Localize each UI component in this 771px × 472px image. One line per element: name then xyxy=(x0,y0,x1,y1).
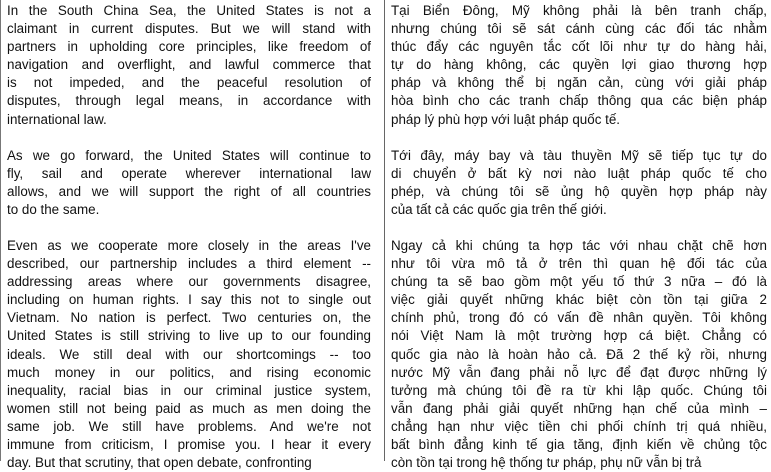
text-line: to do the same. xyxy=(7,202,100,218)
text-line: thúc đẩy các nguyên tắc cốt lõi như tự do hàng hải, xyxy=(391,39,767,55)
text-line: allows, and we will support the right of all countries xyxy=(7,184,371,200)
text-line: women still not being paid as much as men doing the xyxy=(7,400,371,416)
text-line: của tất cả các quốc gia trên thế giới. xyxy=(391,202,607,218)
text-line: addressing areas where our governments disagree, xyxy=(7,274,371,290)
text-line: As we go forward, the United States will continue to xyxy=(7,148,371,163)
text-line: claimant in current disputes. But we will stand with xyxy=(7,21,371,37)
text-line: navigation and overflight, and lawful commerce that xyxy=(7,57,371,73)
text-line: bất bình đẳng kinh tế gia tăng, định kiến về chủng tộc xyxy=(391,437,767,453)
text-line: is not impeded, and the peaceful resolution of xyxy=(7,75,371,91)
english-paragraph-human-rights xyxy=(7,237,371,472)
text-line: Tới đây, máy bay và tàu thuyền Mỹ sẽ tiếp tục tự do xyxy=(391,148,767,163)
text-line: Tại Biển Đông, Mỹ không phải là bên tranh chấp, xyxy=(391,3,767,18)
vietnamese-paragraph-human-rights xyxy=(391,237,767,472)
text-line: international law. xyxy=(7,111,107,127)
text-line: much money in our politics, and rising economic xyxy=(7,364,371,380)
text-line: Ngay cả khi chúng ta hợp tác với nhau chặt chẽ hơn xyxy=(391,238,767,253)
english-column xyxy=(0,0,380,471)
text-line: phép, và chúng tôi sẽ ủng hộ quyền hợp pháp này xyxy=(391,184,767,200)
text-line: chẳng hạn như việc tiền chi phối chính trị quá nhiều, xyxy=(391,418,767,434)
text-line: di chuyển ở bất kỳ nơi nào luật pháp quốc tế cho xyxy=(391,166,767,182)
text-line: partners in upholding core principles, like freedom of xyxy=(7,39,371,55)
english-paragraph-south-china-sea xyxy=(7,2,371,129)
text-line: including on human rights. I say this not to single out xyxy=(7,292,371,308)
text-line: disputes, through legal means, in accordance with xyxy=(7,93,371,109)
text-line: pháp lý phù hợp với luật pháp quốc tế. xyxy=(391,111,620,127)
text-line: như tôi vừa mô tả ở trên thì quan hệ đối tác của xyxy=(391,256,767,272)
text-line: day. But that scrutiny, that open debate, confronting xyxy=(7,455,312,471)
text-line: Vietnam. No nation is perfect. Two centuries on, the xyxy=(7,310,371,326)
text-line: chúng ta sẽ bao gồm một yếu tố thứ 3 nữa – đó là xyxy=(391,274,767,290)
text-line: nhưng chúng tôi sẽ sát cánh cùng các đối tác nhằm xyxy=(391,21,767,37)
text-line: Even as we cooperate more closely in the areas I've xyxy=(7,238,371,253)
vietnamese-paragraph-freedom-of-navigation xyxy=(391,147,767,219)
vietnamese-column xyxy=(391,0,771,471)
text-line: việc giải quyết những khác biệt còn tồn tại giữa 2 xyxy=(391,292,767,308)
text-line: described, our partnership includes a third element -- xyxy=(7,256,371,272)
text-line: còn tồn tại trong hệ thống tư pháp, phụ nữ vẫn bị trả xyxy=(391,455,702,471)
english-paragraph-freedom-of-navigation xyxy=(7,147,371,219)
text-line: In the South China Sea, the United States is not a xyxy=(7,3,371,18)
text-line: tự do hàng không, các quyền lợi giao thương hợp xyxy=(391,57,767,73)
text-line: same job. We still have problems. And we're not xyxy=(7,418,371,434)
text-line: tưởng mà chúng tôi đề ra từ khi lập quốc. Chúng tôi xyxy=(391,382,767,398)
text-line: nước Mỹ vẫn đang phải nỗ lực để đạt được những lý xyxy=(391,364,767,380)
text-line: hòa bình cho các tranh chấp thông qua các biện pháp xyxy=(391,93,767,109)
text-line: ideals. We still deal with our shortcomings -- too xyxy=(7,346,371,362)
text-line: quốc gia nào là hoàn hảo cả. Đã 2 thế kỷ rồi, nhưng xyxy=(391,346,767,362)
text-line: immune from criticism, I promise you. I hear it every xyxy=(7,437,371,453)
text-line: inequality, racial bias in our criminal justice system, xyxy=(7,382,371,398)
text-line: nói Việt Nam là một trường hợp cá biệt. Chẳng có xyxy=(391,328,767,344)
vietnamese-paragraph-south-china-sea xyxy=(391,2,767,129)
text-line: pháp và không thể bị ngăn cản, cùng với giải pháp xyxy=(391,75,767,91)
text-line: United States is still striving to live up to our founding xyxy=(7,328,371,344)
text-line: chính phủ, trong đó có vấn đề nhân quyền. Tôi không xyxy=(391,310,767,326)
column-divider xyxy=(384,0,385,461)
text-line: fly, sail and operate wherever international law xyxy=(7,166,371,182)
text-line: vẫn đang phải giải quyết những hạn chế của mình – xyxy=(391,400,767,416)
